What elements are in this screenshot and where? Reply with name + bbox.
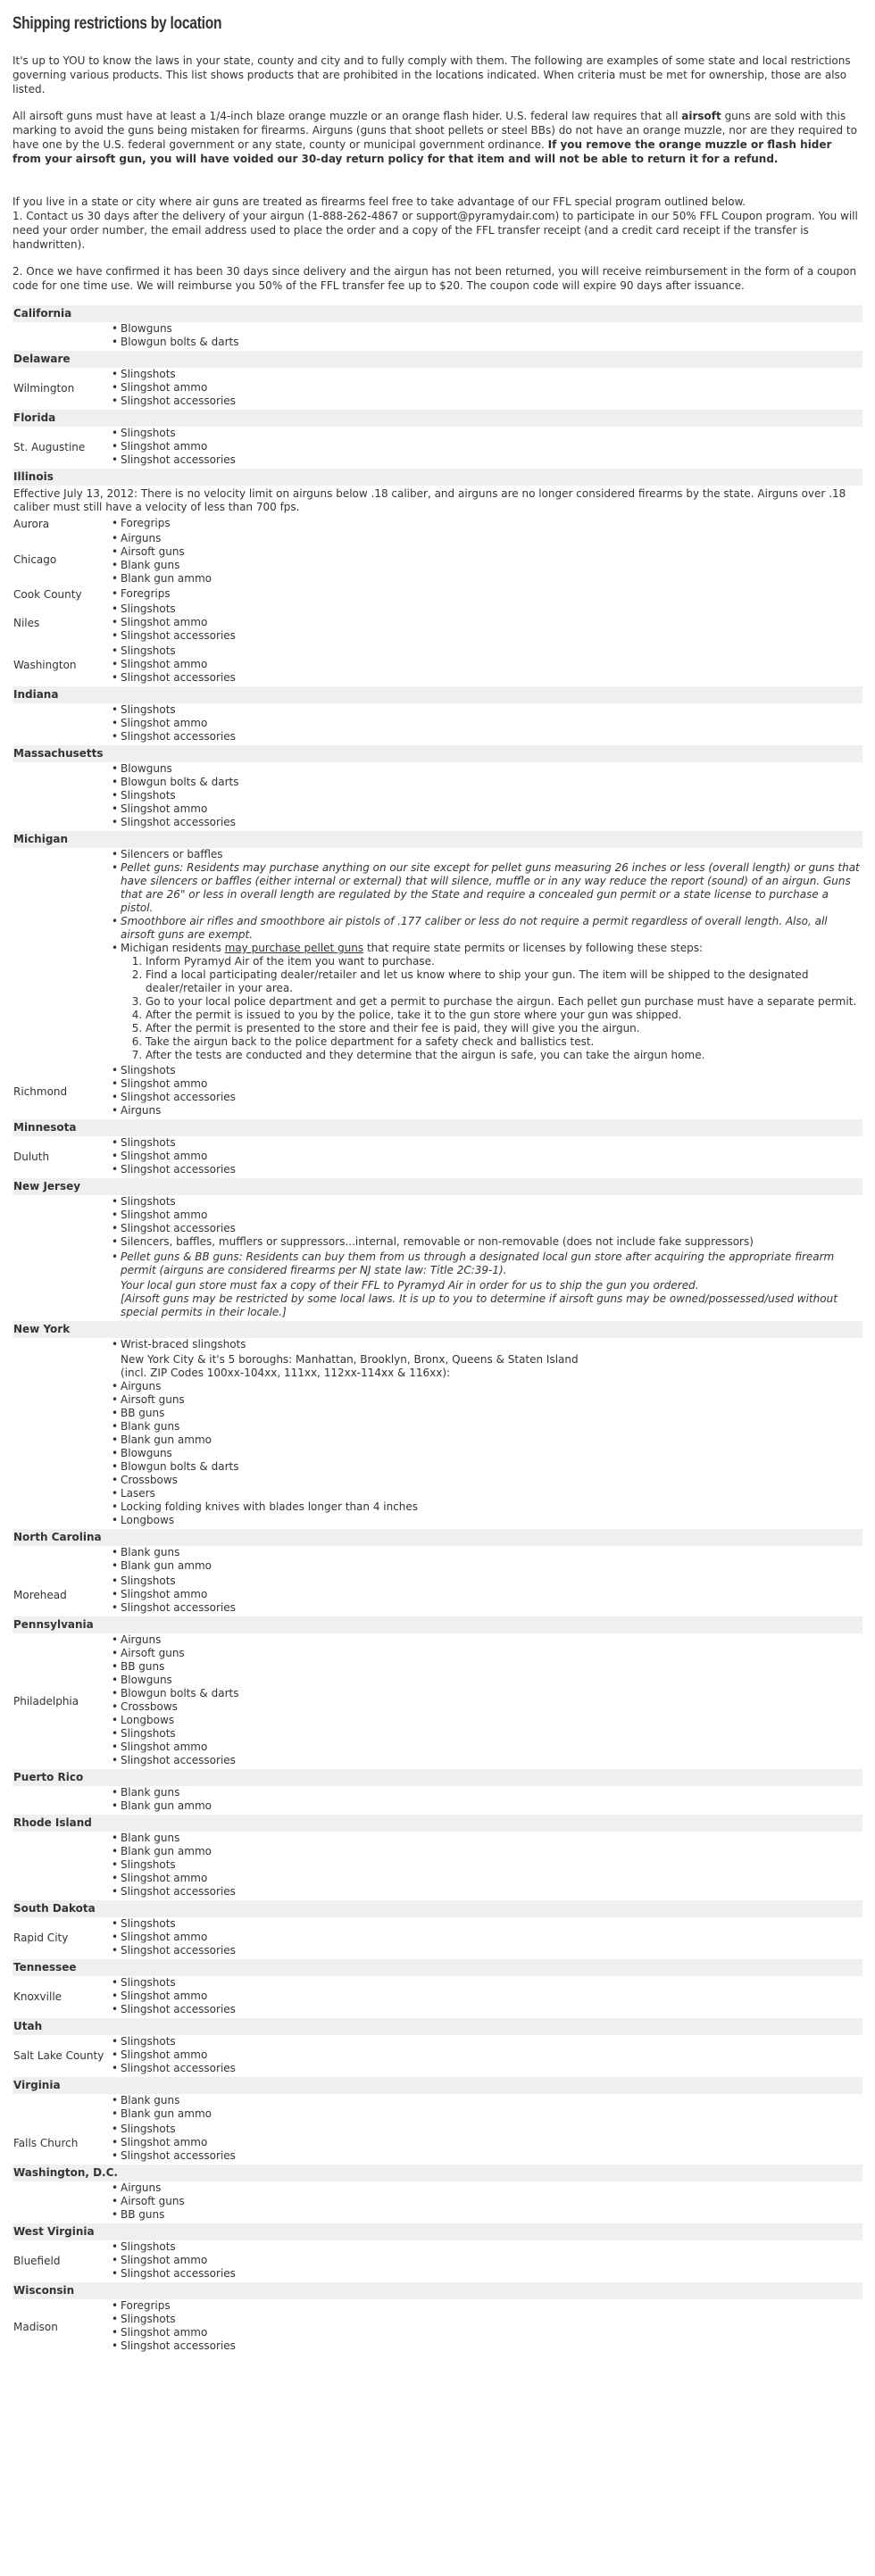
list-item: • BB guns	[112, 1660, 862, 1674]
list-item: • Crossbows	[112, 1474, 862, 1487]
state-row-michigan	[12, 831, 862, 848]
list-item: • Blank gun ammo	[112, 1559, 862, 1573]
step-item: 2. Find a local participating dealer/retailer and let us know where to ship your gun. The item will be shipped to the designated dealer/retailer in your area.	[146, 968, 862, 995]
city-name: Rapid City	[13, 1932, 69, 1944]
state-name: West Virginia	[12, 2223, 862, 2240]
list-item: • BB guns	[112, 1407, 862, 1420]
list-item: • Slingshots	[112, 644, 862, 658]
state-row-tennessee	[12, 1959, 862, 1976]
state-row-california	[12, 305, 862, 322]
list-item: • Slingshot accessories	[112, 1163, 862, 1176]
city-name: Washington	[13, 659, 77, 671]
list-item: • Blank guns	[112, 1420, 862, 1433]
list-item: • Slingshots	[112, 1064, 862, 1077]
list-item: • Slingshots	[112, 2313, 862, 2326]
list-item: • Blank gun ammo	[112, 1433, 862, 1447]
state-name: Wisconsin	[12, 2282, 862, 2299]
list-item: • Wrist-braced slingshots	[112, 1338, 862, 1351]
state-row-wisconsin	[12, 2282, 862, 2299]
list-item: • Crossbows	[112, 1700, 862, 1714]
list-item: • Blowgun bolts & darts	[112, 336, 862, 349]
city-name: Aurora	[13, 518, 50, 530]
list-item: • Slingshot ammo	[112, 381, 862, 395]
state-note-row	[12, 486, 862, 517]
list-item: • Pellet guns & BB guns: Residents can buy them from us through a designated local gun store after acquiring the appropriate firearm permit (airguns are considered firearms per NJ state law: Title 2C:39-1).	[112, 1251, 862, 1277]
ffl-intro-text: If you live in a state or city where air guns are treated as firearms feel free to take advantage of our FFL special program outlined below.	[12, 195, 746, 208]
item-list	[112, 368, 862, 408]
item-list	[112, 2299, 862, 2353]
location-row	[12, 1633, 862, 1769]
city-name: Niles	[13, 617, 40, 629]
state-name: Rhode Island	[12, 1815, 862, 1832]
list-item: • Blowguns	[112, 1447, 862, 1460]
location-row	[12, 1917, 862, 1959]
list-item: • Slingshots	[112, 1727, 862, 1741]
nyc-zip-codes: (incl. ZIP Codes 100xx-104xx, 111xx, 112xx-114xx & 116xx):	[121, 1367, 451, 1379]
item-list	[112, 2094, 862, 2121]
nj-fax-note: Your local gun store must fax a copy of their FFL to Pyramyd Air in order for us to ship the gun you ordered.	[121, 1279, 699, 1292]
item-list	[112, 2123, 862, 2163]
list-item: • Blowguns	[112, 1674, 862, 1687]
list-item: • Slingshot ammo	[112, 2136, 862, 2149]
list-item: • Airguns	[112, 2181, 862, 2195]
list-item: • Slingshot accessories	[112, 1754, 862, 1767]
location-row	[12, 1832, 862, 1900]
list-item: • Slingshots	[112, 2240, 862, 2254]
item-list	[112, 1136, 862, 1176]
city-name: Madison	[13, 2320, 58, 2333]
state-name: North Carolina	[12, 1529, 862, 1546]
state-name: Utah	[12, 2018, 862, 2035]
list-item: • Blank guns	[112, 559, 862, 572]
state-name: Michigan	[12, 831, 862, 848]
location-row	[12, 2123, 862, 2165]
list-item: • Blowgun bolts & darts	[112, 1687, 862, 1700]
item-list	[112, 1064, 862, 1118]
michigan-list	[112, 848, 862, 1062]
list-item: • Slingshots	[112, 1858, 862, 1872]
list-item: • Slingshot ammo	[112, 1990, 862, 2003]
state-name: Puerto Rico	[12, 1769, 862, 1786]
item-list	[112, 1546, 862, 1573]
item-list	[112, 1832, 862, 1899]
list-item: • Slingshots	[112, 703, 862, 717]
location-row	[12, 1786, 862, 1815]
list-item: • Blank gun ammo	[112, 1845, 862, 1858]
city-name: Knoxville	[13, 1990, 62, 2003]
state-name: California	[12, 305, 862, 322]
list-item: • Foregrips	[112, 517, 862, 530]
item-list	[112, 2035, 862, 2075]
location-row	[12, 587, 862, 602]
city-name: St. Augustine	[13, 441, 86, 453]
city-name: Falls Church	[13, 2137, 79, 2149]
state-row-delaware	[12, 351, 862, 368]
step-item: 6. Take the airgun back to the police department for a safety check and ballistics test.	[146, 1035, 862, 1049]
location-row	[12, 517, 862, 532]
list-item: • Slingshot ammo	[112, 1588, 862, 1601]
item-list	[112, 703, 862, 744]
location-row	[12, 1546, 862, 1575]
list-item: • Slingshot ammo	[112, 1741, 862, 1754]
list-item: • Blank guns	[112, 1832, 862, 1845]
location-row	[12, 703, 862, 745]
item-list	[112, 322, 862, 349]
location-row	[12, 1195, 862, 1321]
list-item: • Slingshot ammo	[112, 2326, 862, 2339]
list-item: • Slingshot accessories	[112, 1222, 862, 1235]
item-list	[112, 532, 862, 586]
location-row	[12, 1575, 862, 1616]
airsoft-paragraph	[12, 109, 862, 166]
list-item: • Slingshots	[112, 1575, 862, 1588]
list-item: • Airsoft guns	[112, 1647, 862, 1660]
city-name: Salt Lake County	[13, 2049, 104, 2062]
state-row-new-jersey	[12, 1178, 862, 1195]
state-row-virginia	[12, 2077, 862, 2094]
state-name: Minnesota	[12, 1119, 862, 1136]
city-name: Duluth	[13, 1151, 50, 1163]
restrictions-table	[12, 305, 862, 2355]
list-item: • Slingshots	[112, 1976, 862, 1990]
state-name: Massachusetts	[12, 745, 862, 762]
list-item: • Airsoft guns	[112, 2195, 862, 2208]
list-item: • Slingshot accessories	[112, 1885, 862, 1899]
list-item: • Slingshots	[112, 1917, 862, 1931]
item-list	[112, 2240, 862, 2281]
state-name: Delaware	[12, 351, 862, 368]
state-name: Tennessee	[12, 1959, 862, 1976]
list-item: • Slingshot ammo	[112, 440, 862, 453]
airsoft-return-warning: If you remove the orange muzzle or flash hider from your airsoft gun, you will have voided our 30-day return policy for that item and will not be able to return it for a refund.	[12, 138, 832, 165]
list-item: • Slingshot accessories	[112, 2062, 862, 2075]
list-item: • Slingshot ammo	[112, 2048, 862, 2062]
list-item: • Blank gun ammo	[112, 2107, 862, 2121]
step-item: 1. Inform Pyramyd Air of the item you want to purchase.	[146, 955, 862, 968]
list-item: • Slingshot ammo	[112, 1931, 862, 1944]
list-item: • Slingshot accessories	[112, 730, 862, 744]
list-item: • Foregrips	[112, 2299, 862, 2313]
location-row	[12, 1338, 862, 1529]
list-item: • Slingshot accessories	[112, 2267, 862, 2281]
list-item: • Slingshots	[112, 789, 862, 802]
list-item: • Slingshot accessories	[112, 629, 862, 643]
list-item: • Airguns	[112, 1104, 862, 1118]
state-name: Washington, D.C.	[12, 2165, 862, 2181]
item-list	[112, 1976, 862, 2016]
list-item: • Airsoft guns	[112, 1393, 862, 1407]
item-list	[112, 762, 862, 829]
list-item: • Airsoft guns	[112, 545, 862, 559]
list-item: • Slingshot ammo	[112, 802, 862, 816]
state-name: New York	[12, 1321, 862, 1338]
city-name: Richmond	[13, 1084, 68, 1098]
list-item: • Smoothbore air rifles and smoothbore air pistols of .177 caliber or less do not require a permit regardless of overall length. Also, all airsoft guns are exempt.	[112, 915, 862, 942]
step-item: 7. After the tests are conducted and they determine that the airgun is safe, you can take the airgun home.	[146, 1049, 862, 1062]
item-list	[112, 1195, 862, 1249]
state-note: Effective July 13, 2012: There is no velocity limit on airguns below .18 caliber, and airguns are no longer considered firearms by the state. Airguns over .18 caliber must still have a velocity of less than 700 fps.	[13, 487, 846, 513]
city-name: Morehead	[13, 1589, 67, 1601]
item-list	[112, 517, 862, 530]
list-item: • Blank guns	[112, 1546, 862, 1559]
ffl-step-1: 1. Contact us 30 days after the delivery of your airgun (1-888-262-4867 or support@pyramydair.com) to participate in our 50% FFL Coupon program. You will need your order number, the email address used to place the order and a copy of the FFL transfer receipt (and a credit card receipt if the transfer is handwritten).	[12, 210, 858, 251]
item-list	[112, 1575, 862, 1615]
list-item: • Airguns	[112, 1380, 862, 1393]
state-row-west-virginia	[12, 2223, 862, 2240]
ffl-step-2: 2. Once we have confirmed it has been 30 days since delivery and the airgun has not been returned, you will receive reimbursement in the form of a coupon code for one time use. We will reimburse you 50% of the FFL transfer fee up to $20. The coupon code will expire 90 days after issuance.	[12, 265, 857, 292]
item-list	[112, 1917, 862, 1957]
city-name: Chicago	[13, 553, 57, 566]
location-row	[12, 644, 862, 686]
location-row	[12, 2035, 862, 2077]
list-item: • Slingshot accessories	[112, 395, 862, 408]
list-item: • Slingshot accessories	[112, 1944, 862, 1957]
location-row	[12, 532, 862, 587]
state-name: Illinois	[12, 469, 862, 486]
state-row-illinois	[12, 469, 862, 486]
state-name: New Jersey	[12, 1178, 862, 1195]
list-item: • Lasers	[112, 1487, 862, 1500]
location-row	[12, 1064, 862, 1119]
list-item: • Pellet guns: Residents may purchase anything on our site except for pellet guns measuring 26 inches or less (overall length) or guns that have silencers or baffles (either internal or external) that will silence, muffle or in any way reduce the report (sound) of an airgun. Guns that are 26" or less in overall length are regulated by the State and require a concealed gun permit or a state license to purchase a pistol.	[112, 861, 862, 915]
state-name: Florida	[12, 410, 862, 427]
state-row-south-dakota	[12, 1900, 862, 1917]
item-list	[112, 2181, 862, 2222]
location-row	[12, 848, 862, 1064]
state-name: Pennsylvania	[12, 1616, 862, 1633]
item-list	[112, 1633, 862, 1767]
location-row	[12, 2094, 862, 2123]
item-list	[112, 1786, 862, 1813]
state-row-florida	[12, 410, 862, 427]
list-item: • Airguns	[112, 1633, 862, 1647]
airsoft-text-2: guns are sold with this marking to avoid the guns being mistaken for firearms. Airguns (guns that shoot pellets or steel BBs) do not have an orange muzzle, nor are they required to have one by the U.S. federal government or any state, county or municipal government ordinance.	[12, 110, 857, 151]
list-item: • Locking folding knives with blades longer than 4 inches	[112, 1500, 862, 1514]
nj-pellet-list	[112, 1251, 862, 1277]
location-row	[12, 1136, 862, 1178]
list-item: • Slingshot ammo	[112, 616, 862, 629]
list-item: • Slingshot ammo	[112, 1150, 862, 1163]
ny-wrist-list	[112, 1338, 862, 1351]
list-item: • Slingshots	[112, 1195, 862, 1209]
list-item: • Michigan residents may purchase pellet guns that require state permits or licenses by following these steps: 1. Inform Pyramyd Air of the item you want to purchase. 2. Find a local participating dealer/retailer and let us know where to ship your gun. The item will be shipped to the designated dealer/retailer in your area. 3. Go to your local police department and get a permit to purchase the airgun. Each pellet gun purchase must have a separate permit. 4. After the permit is issued to you by the police, take it to the gun store where your gun was shipped. 5. After the permit is presented to the store and their fee is paid, they will give you the airgun. 6. Take the airgun back to the police department for a safety check and ballistics test. 7. After the tests are conducted and they determine that the airgun is safe, you can take the airgun home.	[112, 942, 862, 1062]
michigan-steps	[121, 955, 862, 1062]
list-item: • Blank guns	[112, 1786, 862, 1799]
list-item: • Slingshot ammo	[112, 1209, 862, 1222]
location-row	[12, 762, 862, 831]
state-name: South Dakota	[12, 1900, 862, 1917]
nj-airsoft-note: [Airsoft guns may be restricted by some local laws. It is up to you to determine if airsoft guns may be owned/possessed/used without special permits in their locale.]	[121, 1292, 838, 1318]
item-list	[112, 644, 862, 685]
step-item: 3. Go to your local police department and get a permit to purchase the airgun. Each pellet gun purchase must have a separate permit.	[146, 995, 862, 1009]
location-row	[12, 1976, 862, 2018]
location-row	[12, 2181, 862, 2223]
list-item: • Slingshot ammo	[112, 1077, 862, 1091]
list-item: • Longbows	[112, 1514, 862, 1527]
list-item: • Slingshots	[112, 427, 862, 440]
list-item: • Slingshot accessories	[112, 1091, 862, 1104]
list-item: • Slingshot accessories	[112, 453, 862, 467]
nyc-heading: New York City & it's 5 boroughs: Manhattan, Brooklyn, Bronx, Queens & Staten Island	[121, 1353, 579, 1366]
state-row-rhode-island	[12, 1815, 862, 1832]
city-name: Philadelphia	[13, 1694, 79, 1708]
city-name: Wilmington	[13, 382, 75, 395]
list-item: • Slingshot accessories	[112, 816, 862, 829]
list-item: • Blank gun ammo	[112, 572, 862, 586]
list-item: • Airguns	[112, 532, 862, 545]
list-item: • Slingshots	[112, 2035, 862, 2048]
item-list	[112, 587, 862, 601]
list-item: • Blowgun bolts & darts	[112, 1460, 862, 1474]
list-item: • Silencers or baffles	[112, 848, 862, 861]
location-row	[12, 368, 862, 410]
list-item: • Longbows	[112, 1714, 862, 1727]
location-row	[12, 2240, 862, 2282]
airsoft-bold-1: airsoft	[681, 110, 721, 122]
list-item: • Slingshots	[112, 368, 862, 381]
ffl-intro	[12, 195, 862, 252]
list-item: • Slingshot ammo	[112, 1872, 862, 1885]
location-row	[12, 322, 862, 351]
list-item: • Blowguns	[112, 322, 862, 336]
item-list	[112, 1380, 862, 1527]
list-item: • Slingshot accessories	[112, 1601, 862, 1615]
state-row-pennsylvania	[12, 1616, 862, 1633]
state-name: Virginia	[12, 2077, 862, 2094]
state-row-indiana	[12, 686, 862, 703]
list-item: • Slingshot ammo	[112, 2254, 862, 2267]
step-item: 5. After the permit is presented to the store and their fee is paid, they will give you the airgun.	[146, 1022, 862, 1035]
location-row	[12, 2299, 862, 2355]
city-name: Cook County	[13, 588, 82, 601]
step-item: 4. After the permit is issued to you by the police, take it to the gun store where your gun was shipped.	[146, 1009, 862, 1022]
city-name: Bluefield	[13, 2255, 61, 2267]
list-item: • Blank gun ammo	[112, 1799, 862, 1813]
state-row-minnesota	[12, 1119, 862, 1136]
airsoft-text-1: All airsoft guns must have at least a 1/4-inch blaze orange muzzle or an orange flash hider. U.S. federal law requires that all	[12, 110, 682, 122]
list-item: • Slingshot accessories	[112, 671, 862, 685]
list-item: • Blowguns	[112, 762, 862, 776]
list-item: • Slingshot ammo	[112, 717, 862, 730]
list-item: • BB guns	[112, 2208, 862, 2222]
list-item: • Slingshots	[112, 2123, 862, 2136]
item-list	[112, 427, 862, 467]
list-item: • Foregrips	[112, 587, 862, 601]
state-name: Indiana	[12, 686, 862, 703]
list-item: • Blowgun bolts & darts	[112, 776, 862, 789]
list-item: • Silencers, baffles, mufflers or suppressors...internal, removable or non-removable (does not include fake suppressors)	[112, 1235, 862, 1249]
list-item: • Slingshots	[112, 602, 862, 616]
state-row-new-york	[12, 1321, 862, 1338]
list-item: • Slingshot ammo	[112, 658, 862, 671]
list-item: • Slingshot accessories	[112, 2149, 862, 2163]
list-item: • Slingshot accessories	[112, 2339, 862, 2353]
page-title: Shipping restrictions by location	[12, 14, 222, 33]
item-list	[112, 602, 862, 643]
list-item: • Blank guns	[112, 2094, 862, 2107]
state-row-washington-dc	[12, 2165, 862, 2181]
location-row	[12, 602, 862, 644]
location-row	[12, 427, 862, 469]
state-row-massachusetts	[12, 745, 862, 762]
intro-paragraph: It's up to YOU to know the laws in your state, county and city and to fully comply with them. The following are examples of some state and local restrictions governing various products. This list shows products that are prohibited in the locations indicated. When criteria must be met for ownership, those are also listed.	[12, 54, 851, 96]
pellet-guns-link[interactable]: may purchase pellet guns	[224, 942, 364, 954]
state-row-puerto-rico	[12, 1769, 862, 1786]
list-item: • Slingshots	[112, 1136, 862, 1150]
state-row-north-carolina	[12, 1529, 862, 1546]
state-row-utah	[12, 2018, 862, 2035]
list-item: • Slingshot accessories	[112, 2003, 862, 2016]
